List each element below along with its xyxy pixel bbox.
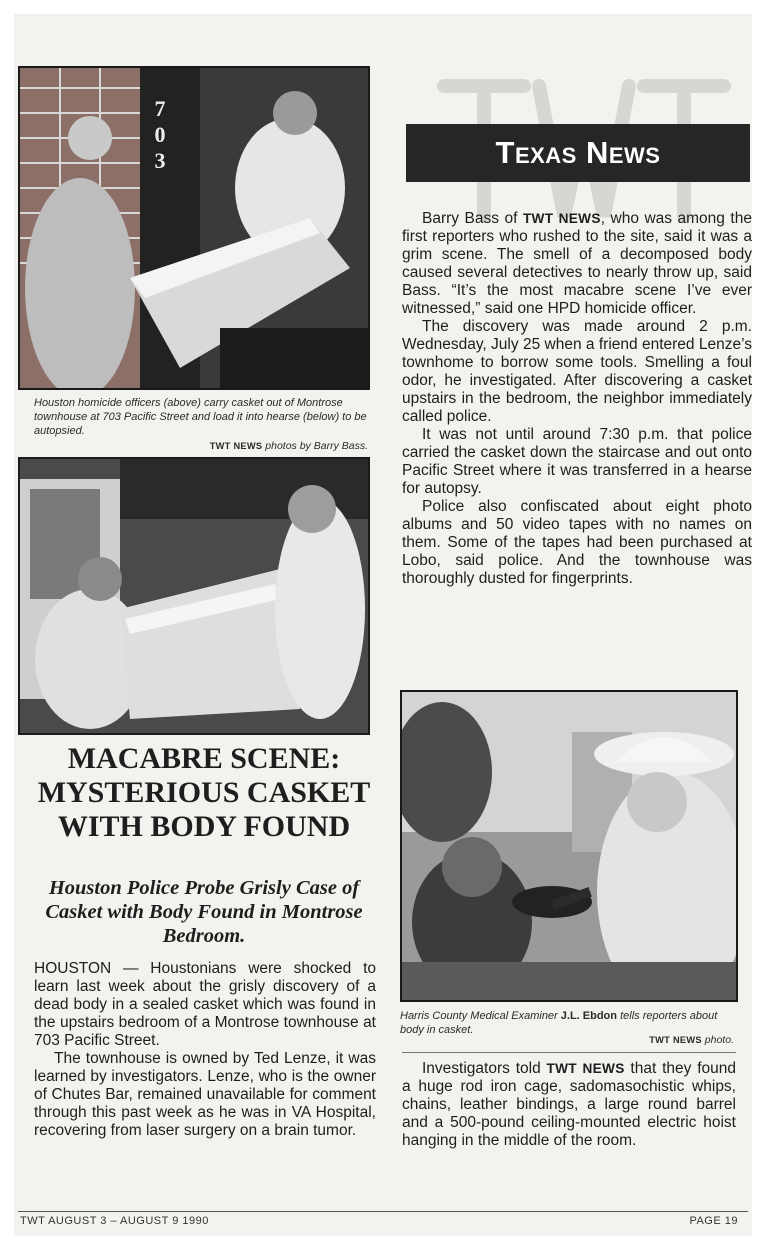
photo-casket-carried-out: [18, 66, 370, 390]
right-paragraph-4: Police also confiscated about eight photo albums and 50 video tapes with no names on them. Some of the tapes had been purchased at Lobo, said police. And the townhouse was thoroughly dusted for fingerprints.: [402, 498, 752, 587]
credit-brand: TWT NEWS: [649, 1035, 702, 1045]
article-headline: MACABRE SCENE: MYSTERIOUS CASKET WITH BODY FOUND: [37, 742, 371, 843]
right-photo-caption: [400, 1009, 734, 1037]
credit-brand: TWT NEWS: [209, 441, 263, 451]
right-p1-pre: Barry Bass of: [422, 210, 523, 227]
caption-rule: [402, 1052, 736, 1053]
right-p5-brand: TWT NEWS: [546, 1061, 625, 1076]
footer-issue-date: TWT AUGUST 3 – AUGUST 9 1990: [20, 1215, 209, 1227]
left-paragraph-1: HOUSTON — Houstonians were shocked to learn last week about the grisly discovery of a dead body in a sealed casket which was found in the upstairs bedroom of a Montrose townhouse at 703 Pacific Street.: [34, 960, 376, 1049]
article-deck: Houston Police Probe Grisly Case of Casket with Body Found in Montrose Bedroom.: [45, 877, 363, 947]
right-p1-brand: TWT NEWS: [522, 211, 601, 226]
right-paragraph-1: [402, 210, 752, 318]
right-p5-pre: Investigators told: [422, 1060, 547, 1077]
top-photo-credit: [34, 440, 368, 452]
left-paragraph-2: The townhouse is owned by Ted Lenze, it was learned by investigators. Lenze, who is the owner of Chutes Bar, remained unavailable for comment through this past week as he was in VA Hospital, recovering from laser surgery on a brain tumor.: [34, 1050, 376, 1139]
right-paragraph-5: [402, 1060, 736, 1150]
right-p1-post: , who was among the first reporters who rushed to the site, said it was a grim scene. The smell of a decomposed body caused several detectives to nearly throw up, said Bass. “It’s the most macabre scene I’ve ever witnessed,” said one HPD homicide officer.: [402, 210, 752, 317]
right-paragraph-2: The discovery was made around 2 p.m. Wednesday, July 25 when a friend entered Lenze’s townhome to borrow some tools. Smelling a foul odor, he investigated. After discovering a casket upstairs in the bedroom, the neighbor immediately called police.: [402, 318, 752, 425]
caption-post: tells reporters about body in casket.: [400, 1010, 718, 1036]
left-column-body: [34, 960, 376, 1140]
section-masthead: [406, 124, 750, 182]
caption-name: J.L. Ebdon: [560, 1010, 618, 1022]
caption-pre: Harris County Medical Examiner: [400, 1010, 561, 1022]
door-number: 703: [154, 96, 166, 173]
footer-page-number: PAGE 19: [689, 1215, 738, 1227]
credit-text: photo.: [701, 1034, 734, 1046]
photo-casket-loaded-hearse: [18, 457, 370, 735]
footer-rule: [18, 1211, 748, 1212]
masthead-title: Texas News: [495, 135, 661, 170]
right-column-body-continued: [402, 1060, 736, 1150]
photo-medical-examiner: [400, 690, 738, 1002]
right-paragraph-3: It was not until around 7:30 p.m. that police carried the casket down the staircase and out onto Pacific Street where it was transferred in a hearse for autopsy.: [402, 426, 752, 497]
top-photo-caption: Houston homicide officers (above) carry casket out of Montrose townhouse at 703 Pacific Street and load it into hearse (below) to be autopsied.: [34, 397, 367, 437]
credit-text: photos by Barry Bass.: [262, 440, 368, 452]
right-p5-post: that they found a huge rod iron cage, sadomasochistic whips, chains, leather bindings, a large round barrel and a 500-pound ceiling-mounted electric hoist hanging in the middle of the room.: [402, 1060, 737, 1149]
newspaper-page: [14, 14, 752, 1236]
right-column-body: [402, 210, 752, 588]
right-photo-credit: [400, 1034, 734, 1046]
